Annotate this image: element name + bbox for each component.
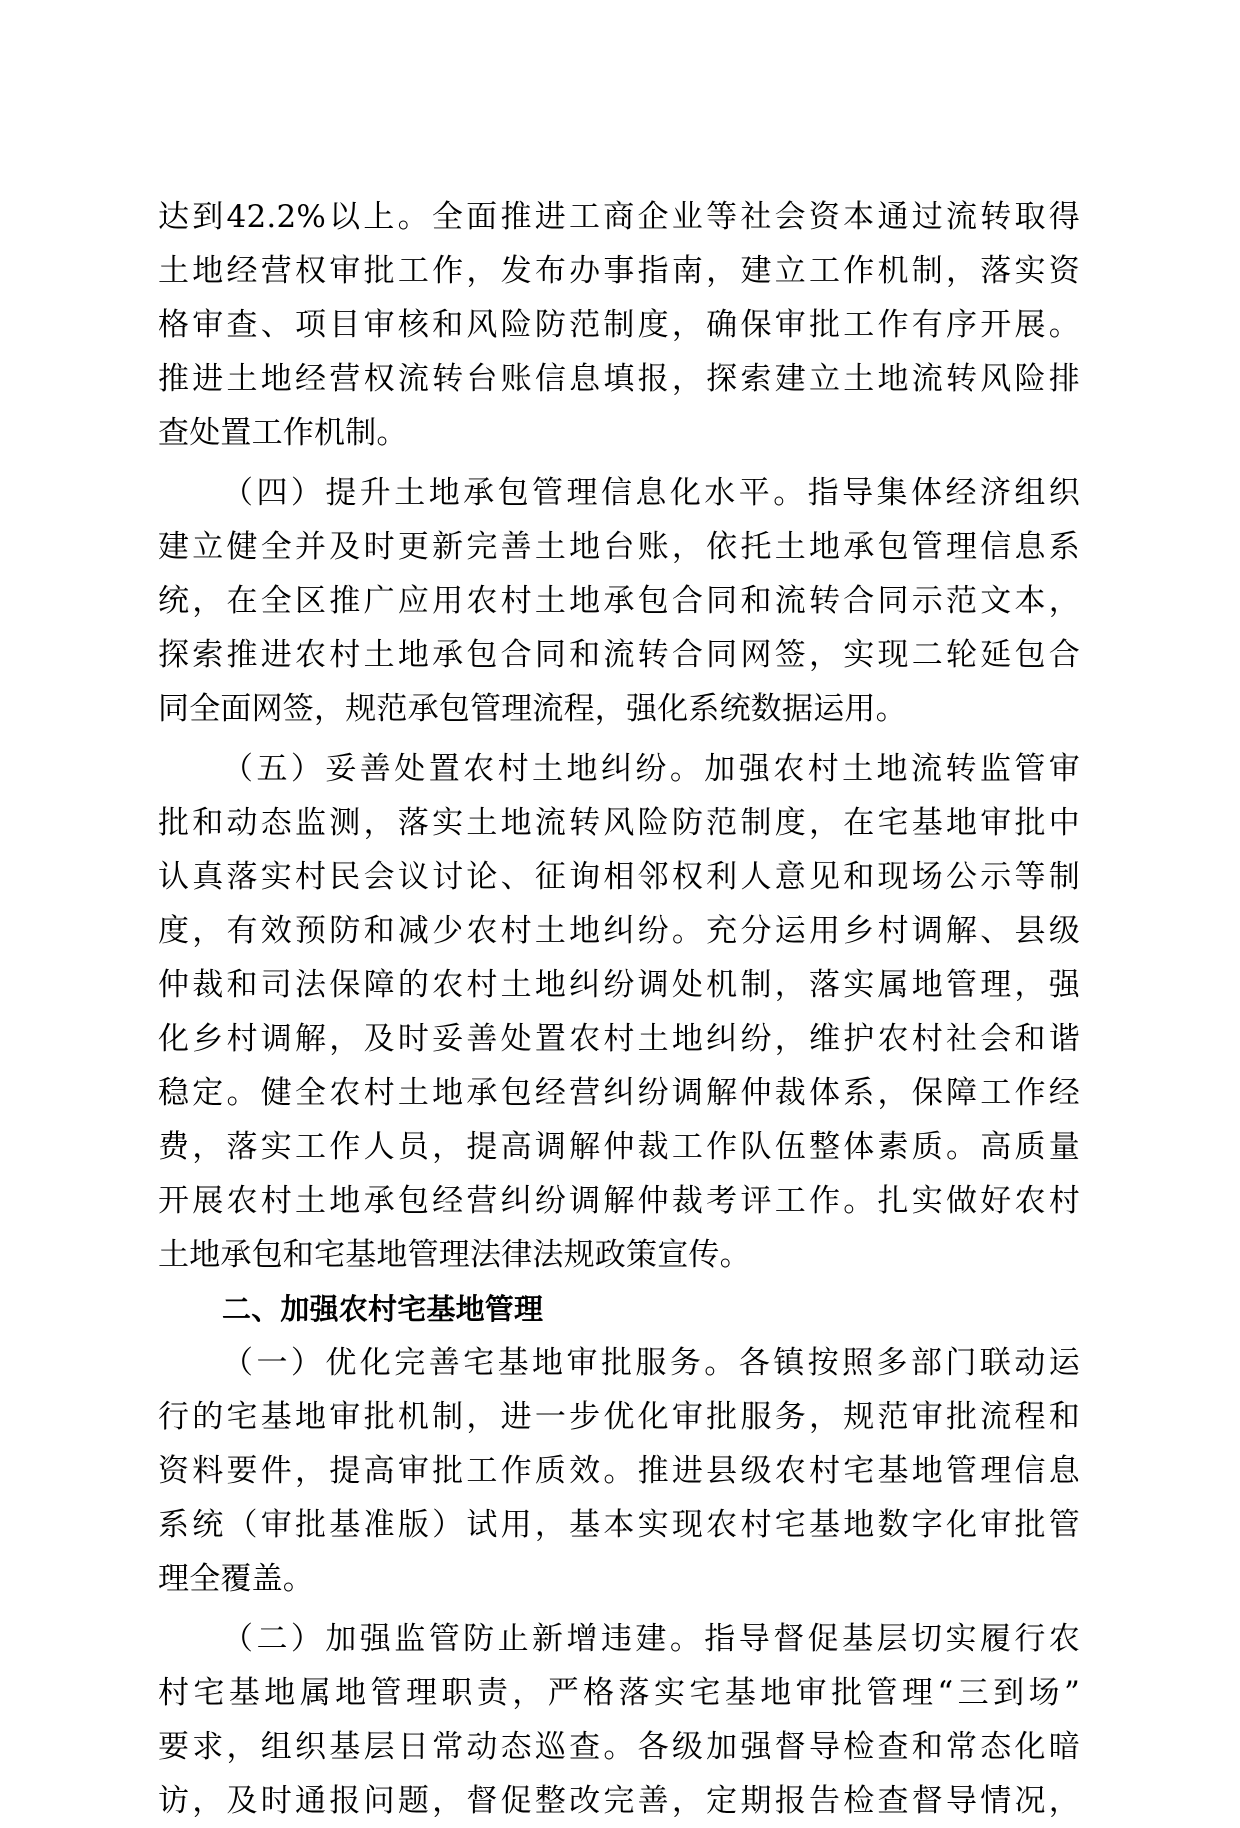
body-line-5: 查处置工作机制。 xyxy=(158,415,408,451)
body-line-14: 度，有效预防和减少农村土地纠纷。充分运用乡村调解、县级 xyxy=(158,913,1080,949)
body-line-10: 同全面网签，规范承包管理流程，强化系统数据运用。 xyxy=(158,691,907,727)
body-line-29: 要求，组织基层日常动态巡查。各级加强督导检查和常态化暗 xyxy=(158,1729,1080,1765)
body-line-28: 村宅基地属地管理职责，严格落实宅基地审批管理“三到场” xyxy=(158,1675,1080,1711)
body-line-2: 土地经营权审批工作，发布办事指南，建立工作机制，落实资 xyxy=(158,253,1080,289)
body-line-18: 费，落实工作人员，提高调解仲裁工作队伍整体素质。高质量 xyxy=(158,1129,1080,1165)
body-line-9: 探索推进农村土地承包合同和流转合同网签，实现二轮延包合 xyxy=(158,637,1080,673)
body-line-23: 行的宅基地审批机制，进一步优化审批服务，规范审批流程和 xyxy=(158,1399,1080,1435)
body-line-25: 系统（审批基准版）试用，基本实现农村宅基地数字化审批管 xyxy=(158,1507,1080,1543)
body-line-8: 统，在全区推广应用农村土地承包合同和流转合同示范文本， xyxy=(158,583,1080,619)
body-line-20: 土地承包和宅基地管理法律法规政策宣传。 xyxy=(158,1237,751,1273)
body-line-16: 化乡村调解，及时妥善处置农村土地纠纷，维护农村社会和谐 xyxy=(158,1021,1080,1057)
body-line-7: 建立健全并及时更新完善土地台账，依托土地承包管理信息系 xyxy=(158,529,1080,565)
body-line-26: 理全覆盖。 xyxy=(158,1561,314,1597)
body-line-3: 格审查、项目审核和风险防范制度，确保审批工作有序开展。 xyxy=(158,307,1080,343)
body-line-12: 批和动态监测，落实土地流转风险防范制度，在宅基地审批中 xyxy=(158,805,1080,841)
body-line-19: 开展农村土地承包经营纠纷调解仲裁考评工作。扎实做好农村 xyxy=(158,1183,1080,1219)
body-line-1: 达到42.2%以上。全面推进工商企业等社会资本通过流转取得 xyxy=(158,199,1080,235)
section-5-heading-line: （五）妥善处置农村土地纠纷。加强农村土地流转监管审 xyxy=(222,751,1080,787)
document-page xyxy=(158,190,1080,1828)
subsection-2-heading-line: （二）加强监管防止新增违建。指导督促基层切实履行农 xyxy=(222,1621,1080,1657)
body-line-13: 认真落实村民会议讨论、征询相邻权利人意见和现场公示等制 xyxy=(158,859,1080,895)
section-4-heading-line: （四）提升土地承包管理信息化水平。指导集体经济组织 xyxy=(222,475,1080,511)
body-line-17: 稳定。健全农村土地承包经营纠纷调解仲裁体系，保障工作经 xyxy=(158,1075,1080,1111)
body-line-24: 资料要件，提高审批工作质效。推进县级农村宅基地管理信息 xyxy=(158,1453,1080,1489)
subsection-1-heading-line: （一）优化完善宅基地审批服务。各镇按照多部门联动运 xyxy=(222,1345,1080,1381)
body-line-15: 仲裁和司法保障的农村土地纠纷调处机制，落实属地管理，强 xyxy=(158,967,1080,1003)
body-line-30: 访，及时通报问题，督促整改完善，定期报告检查督导情况， xyxy=(158,1783,1080,1819)
body-line-4: 推进土地经营权流转台账信息填报，探索建立土地流转风险排 xyxy=(158,361,1080,397)
chapter-2-heading: 二、加强农村宅基地管理 xyxy=(222,1292,544,1326)
